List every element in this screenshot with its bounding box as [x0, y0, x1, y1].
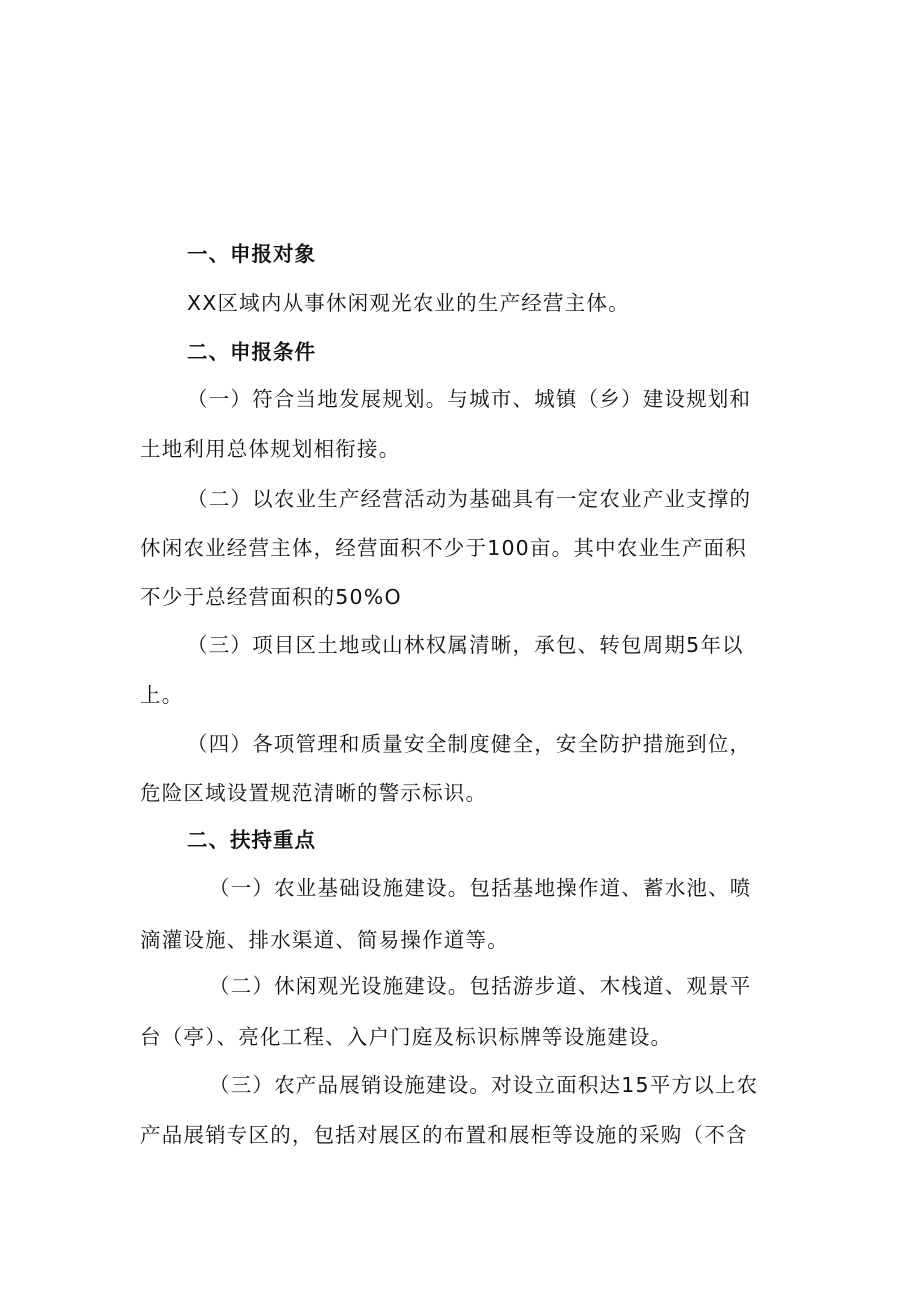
paragraph-line: 滴灌设施、排水渠道、简易操作道等。 [140, 928, 509, 952]
section-heading-support-focus: 二、扶持重点 [187, 828, 316, 852]
paragraph-line: 休闲农业经营主体，经营面积不少于100亩。其中农业生产面积 [140, 536, 747, 560]
paragraph-line: （二）休闲观光设施建设。包括游步道、木栈道、观景平 [209, 974, 752, 998]
paragraph-line: （一）农业基础设施建设。包括基地操作道、蓄水池、喷 [209, 876, 752, 900]
paragraph-line: 产品展销专区的，包括对展区的布置和展柜等设施的采购（不含 [140, 1123, 748, 1147]
section-heading-application-conditions: 二、申报条件 [187, 340, 316, 364]
section-heading-application-target: 一、申报对象 [187, 242, 316, 266]
paragraph-line: （三）农产品展销设施建设。对设立面积达15平方以上农 [209, 1073, 759, 1097]
paragraph-line: （一）符合当地发展规划。与城市、城镇（乡）建设规划和 [187, 387, 752, 411]
paragraph-line: 危险区域设置规范清晰的警示标识。 [140, 781, 488, 805]
paragraph-line: （二）以农业生产经营活动为基础具有一定农业产业支撑的 [187, 487, 752, 511]
paragraph-line: 台（亭）、亮化工程、入户门庭及标识标牌等设施建设。 [140, 1025, 673, 1049]
paragraph-line: 上。 [140, 683, 184, 707]
paragraph-line: （四）各项管理和质量安全制度健全，安全防护措施到位， [187, 732, 752, 756]
paragraph-line: 不少于总经营面积的50%O [140, 585, 402, 609]
paragraph-line: XX区域内从事休闲观光农业的生产经营主体。 [187, 291, 630, 315]
paragraph-line: （三）项目区土地或山林权属清晰，承包、转包周期5年以 [187, 633, 744, 657]
paragraph-line: 土地利用总体规划相衔接。 [140, 437, 401, 461]
